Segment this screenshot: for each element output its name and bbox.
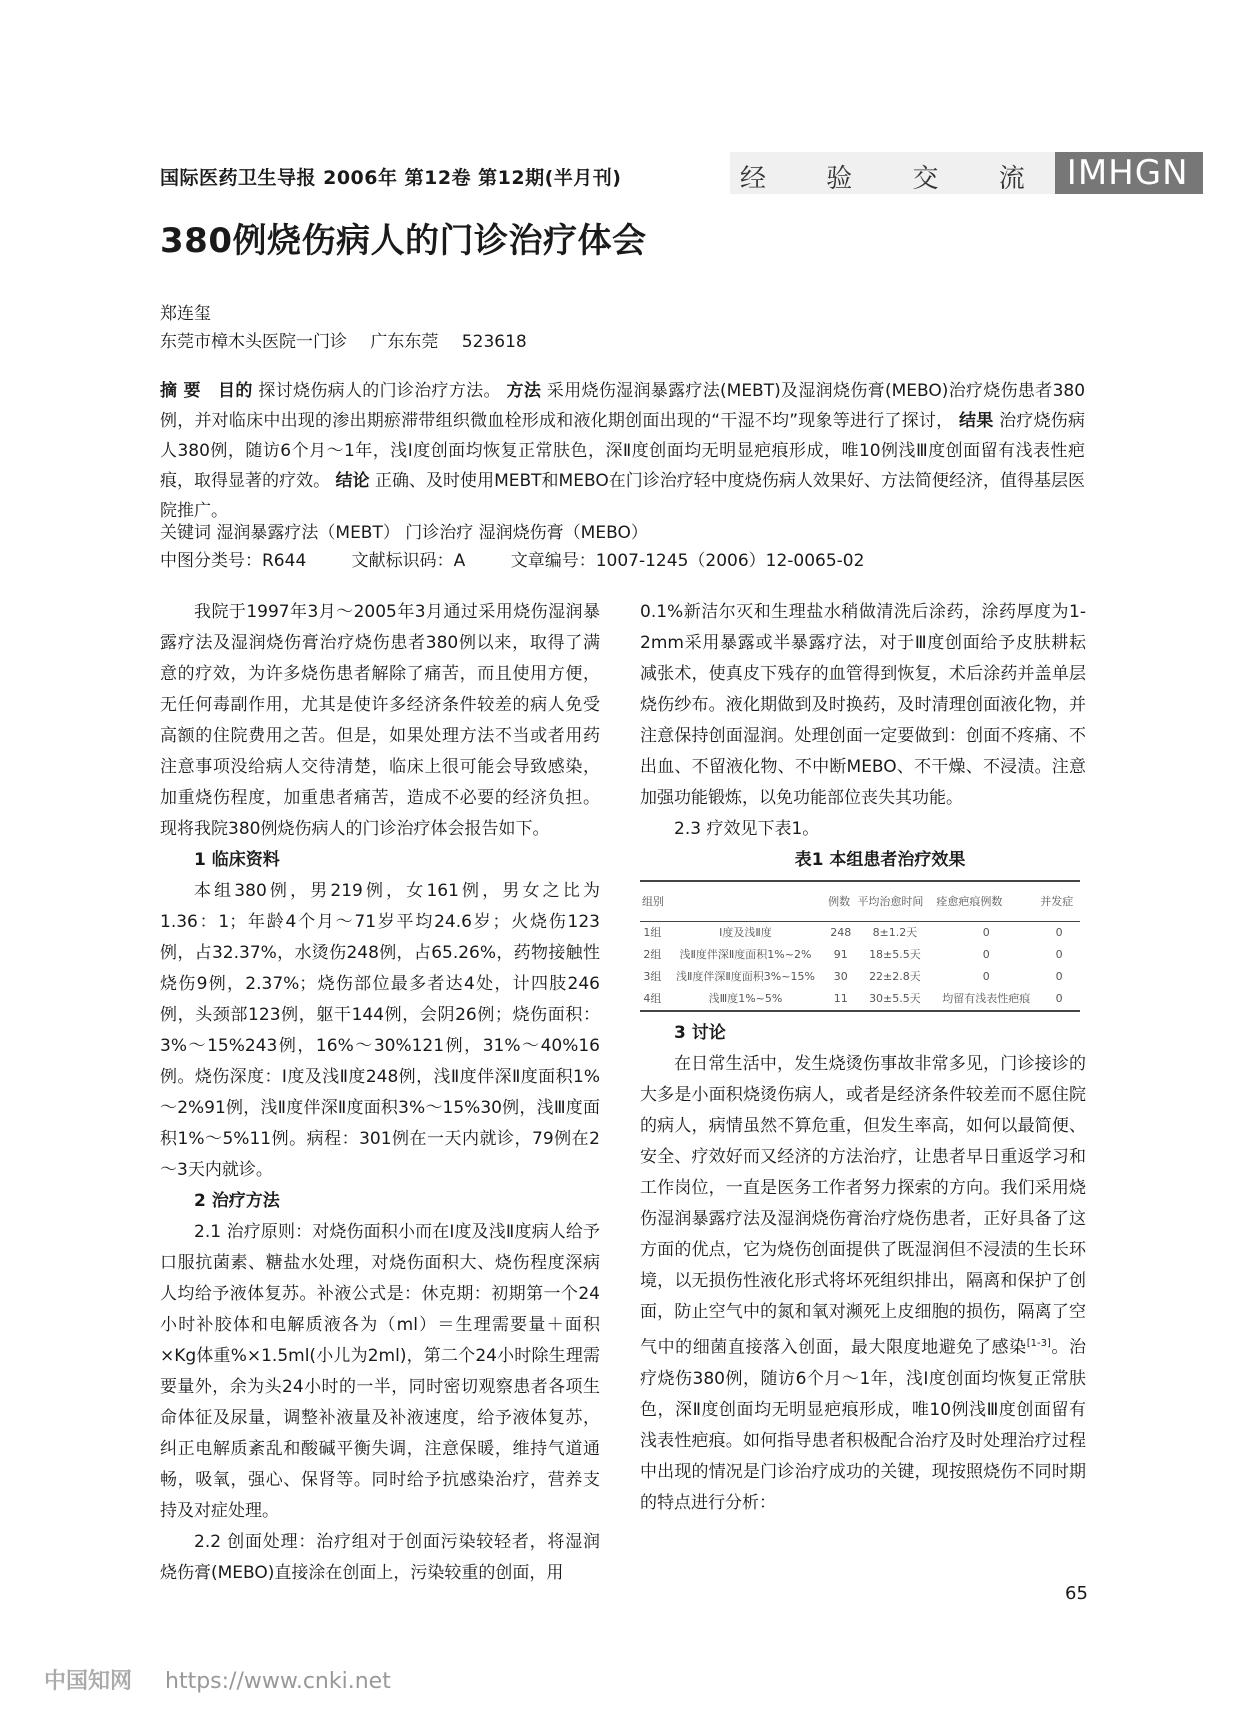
section-banner xyxy=(730,152,1203,194)
wound-care-continued: 0.1%新洁尔灭和生理盐水稍做清洗后涂药，涂药厚度为1-2mm采用暴露或半暴露疗法，对于Ⅲ度创面给予皮肤耕耘减张术，使真皮下残存的血管得到恢复，术后涂药并盖单层烧伤纱布。液化期做到及时换药，及时清理创面液化物，并注意保持创面湿润。处理创面一定要做到：创面不疼痛、不出血、不留液化物、不中断MEBO、不干燥、不浸渍。注意加强功能锻炼，以免功能部位丧失其功能。 xyxy=(640,602,1086,808)
table-cell: 8±1.2天 xyxy=(872,926,918,939)
page-number: 65 xyxy=(1065,1583,1088,1604)
table-cell: 0 xyxy=(982,970,990,983)
table-cell: 0 xyxy=(1055,948,1063,961)
table-cell: Ⅰ度及浅Ⅱ度 xyxy=(719,926,772,939)
table-cell: 2组 xyxy=(643,948,662,961)
table-cell: 浅Ⅱ度伴深Ⅱ度面积3%~15% xyxy=(675,970,815,983)
efficacy-paragraph: 2.3 疗效见下表1。 xyxy=(674,819,820,839)
table-cell: 30 xyxy=(833,970,848,983)
affiliation: 东莞市樟木头医院一门诊 广东东莞 523618 xyxy=(160,332,527,352)
abstract-label: 摘 要 xyxy=(160,381,201,401)
result-label: 结果 xyxy=(959,411,994,431)
table-caption: 表1 本组患者治疗效果 xyxy=(794,850,966,870)
table-cell: 4组 xyxy=(640,988,665,1011)
intro-paragraph: 我院于1997年3月～2005年3月通过采用烧伤湿润暴露疗法及湿润烧伤膏治疗烧伤患者380例以来，取得了满意的疗效，为许多烧伤患者解除了痛苦，而且使用方便，无任何毒副作用，尤其是使许多经济条件较差的病人免受高额的住院费用之苦。但是，如果处理方法不当或者用药注意事项没给病人交待清楚，临床上很可能会导致感染，加重烧伤程度，加重患者痛苦，造成不必要的经济负担。现将我院380例烧伤病人的门诊治疗体会报告如下。 xyxy=(160,602,600,839)
table-row xyxy=(640,966,1080,988)
table-cell: 3组 xyxy=(643,970,662,983)
left-column xyxy=(160,597,600,1589)
article-number: 文章编号：1007-1245（2006）12-0065-02 xyxy=(510,551,865,571)
clinical-paragraph: 本组380例，男219例，女161例，男女之比为1.36：1；年龄4个月～71岁平均24.6岁；火烧伤123例，占32.37%，水烫伤248例，占65.26%，药物接触性烧伤9例，2.37%；烧伤部位最多者达4处，计四肢246例，头颈部123例，躯干144例，会阴26例；烧伤面积：3%～15%243例，16%～30%121例，31%～40%16例。烧伤深度：Ⅰ度及浅Ⅱ度248例，浅Ⅱ度伴深Ⅱ度面积1%～2%91例，浅Ⅱ度伴深Ⅱ度面积3%～15%30例，浅Ⅲ度面积1%～5%11例。病程：301例在一天内就诊，79例在2～3天内就诊。 xyxy=(160,881,600,1180)
table-header-cell: 组别 xyxy=(640,881,826,922)
cnki-logo: 中国知网 xyxy=(44,1669,133,1694)
keywords: 关键词 湿润暴露疗法（MEBT） 门诊治疗 湿润烧伤膏（MEBO） xyxy=(160,523,648,543)
journal-code: IMHGN xyxy=(1055,152,1203,194)
conclusion-text: 正确、及时使用MEBT和MEBO在门诊治疗轻中度烧伤病人效果好、方法简便经济，值得基层医院推广。 xyxy=(160,471,1086,521)
table-header-cell: 例数 xyxy=(826,881,855,922)
objective-label: 目的 xyxy=(218,381,253,401)
document-code: 文献标识码：A xyxy=(351,551,466,571)
article-title: 380例烧伤病人的门诊治疗体会 xyxy=(160,221,647,261)
journal-header: 国际医药卫生导报 2006年 第12卷 第12期(半月刊) xyxy=(160,167,622,189)
table-row xyxy=(640,944,1080,966)
footer-watermark xyxy=(44,1664,391,1695)
table-cell: 0 xyxy=(982,948,990,961)
discussion-paragraph xyxy=(640,1049,1086,1519)
table-cell: 22±2.8天 xyxy=(869,970,921,983)
table-header-cell: 平均治愈时间 xyxy=(855,881,934,922)
section-heading-clinical: 1 临床资料 xyxy=(194,850,280,870)
table-header-cell: 并发症 xyxy=(1038,881,1080,922)
discussion-text: 在日常生活中，发生烧烫伤事故非常多见，门诊接诊的大多是小面积烧烫伤病人，或者是经济条件较差而不愿住院的病人，病情虽然不算危重，但发生率高，如何以最简便、安全、疗效好而又经济的方法治疗，让患者早日重返学习和工作岗位，一直是医务工作者努力探索的方向。我们采用烧伤湿润暴露疗法及湿润烧伤膏治疗烧伤患者，正好具备了这方面的优点，它为烧伤创面提供了既湿润但不浸渍的生长环境，以无损伤性液化形式将坏死组织排出，隔离和保护了创面，防止空气中的氮和氧对濒死上皮细胞的损伤，隔离了空气中的细菌直接落入创面，最大限度地避免了感染 xyxy=(640,1054,1086,1358)
table-cell: 91 xyxy=(833,948,848,961)
table-cell: 30±5.5天 xyxy=(855,988,934,1011)
cnki-url[interactable]: https://www.cnki.net xyxy=(165,1669,391,1694)
objective-text: 探讨烧伤病人的门诊治疗方法。 xyxy=(258,381,501,401)
citation-reference: [1-3] xyxy=(1026,1338,1051,1349)
table-row xyxy=(640,988,1080,1011)
table-cell: 浅Ⅲ度1%~5% xyxy=(665,988,826,1011)
table-cell: 1组 xyxy=(643,926,662,939)
author: 郑连玺 xyxy=(160,304,211,324)
clc-number: 中图分类号：R644 xyxy=(160,551,307,571)
table-cell: 浅Ⅱ度伴深Ⅱ度面积1%~2% xyxy=(679,948,812,961)
table-cell: 均留有浅表性疤痕 xyxy=(934,988,1038,1011)
table-cell: 18±5.5天 xyxy=(869,948,921,961)
conclusion-label: 结论 xyxy=(335,471,370,491)
section-label: 经 验 交 流 xyxy=(730,152,1055,194)
discussion-text-continued: 。治疗烧伤380例，随访6个月～1年，浅Ⅰ度创面均恢复正常肤色，深Ⅱ度创面均无明显疤痕形成，唯10例浅Ⅲ度创面留有浅表性疤痕。如何指导患者积极配合治疗及时处理治疗过程中出现的情况是门诊治疗成功的关键，现按照烧伤不同时期的特点进行分析： xyxy=(640,1337,1087,1513)
table-header-cell: 痊愈疤痕例数 xyxy=(934,881,1038,922)
classification-line xyxy=(160,546,904,571)
right-column xyxy=(640,597,1086,1519)
table-cell: 0 xyxy=(1055,970,1063,983)
table-cell: 0 xyxy=(1038,988,1080,1011)
table-cell: 248 xyxy=(830,926,852,939)
method-label: 方法 xyxy=(506,381,542,401)
table-cell: 0 xyxy=(1055,926,1063,939)
table-cell: 11 xyxy=(826,988,855,1011)
section-heading-treatment: 2 治疗方法 xyxy=(194,1191,280,1211)
section-heading-discussion: 3 讨论 xyxy=(674,1023,726,1043)
abstract xyxy=(160,376,1085,526)
treatment-principle-paragraph: 2.1 治疗原则：对烧伤面积小而在Ⅰ度及浅Ⅱ度病人给予口服抗菌素、糖盐水处理，对烧伤面积大、烧伤程度深病人均给予液体复苏。补液公式是：休克期：初期第一个24小时补胶体和电解质液各为（ml）＝生理需要量＋面积×Kg体重%×1.5ml(小儿为2ml)，第二个24小时除生理需要量外，余为头24小时的一半，同时密切观察患者各项生命体征及尿量，调整补液量及补液速度，给予液体复苏，纠正电解质紊乱和酸碱平衡失调，注意保暖，维持气道通畅，吸氧，强心、保肾等。同时给予抗感染治疗，营养支持及对症处理。 xyxy=(160,1222,600,1521)
table-header-row xyxy=(640,881,1080,922)
table-row xyxy=(640,922,1080,945)
result-text: 治疗烧伤病人380例，随访6个月～1年，浅Ⅰ度创面均恢复正常肤色，深Ⅱ度创面均无明显疤痕形成，唯10例浅Ⅲ度创面留有浅表性疤痕，取得显著的疗效。 xyxy=(160,411,1086,491)
method-text: 采用烧伤湿润暴露疗法(MEBT)及湿润烧伤膏(MEBO)治疗烧伤患者380例，并对临床中出现的渗出期瘀滞带组织微血栓形成和液化期创面出现的“干湿不均”现象等进行了探讨， xyxy=(160,381,1086,431)
results-table xyxy=(640,880,1080,1012)
table-cell: 0 xyxy=(982,926,990,939)
wound-care-paragraph: 2.2 创面处理：治疗组对于创面污染较轻者，将湿润烧伤膏(MEBO)直接涂在创面上，污染较重的创面，用 xyxy=(160,1532,600,1583)
